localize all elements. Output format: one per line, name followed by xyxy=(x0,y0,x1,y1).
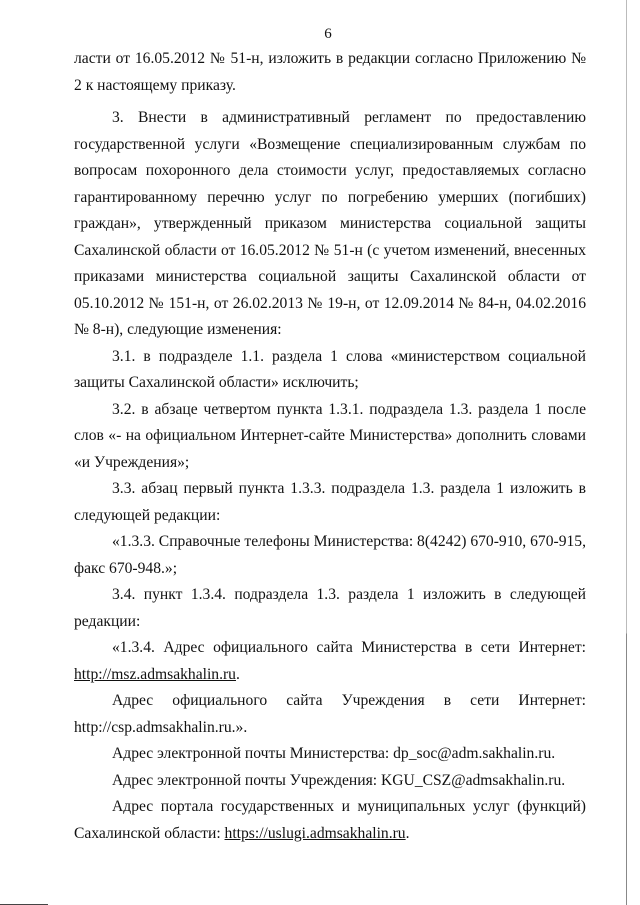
paragraph-item-3-4: 3.4. пункт 1.3.4. подраздела 1.3. раздела 1 изложить в следующей редакции: xyxy=(74,586,586,630)
portal-link[interactable]: https://uslugi.admsakhalin.ru xyxy=(224,824,406,842)
ministry-site-end: . xyxy=(235,665,240,683)
institution-site-label: Адрес официального сайта Учреждения в сети Интернет: xyxy=(112,692,586,709)
institution-site-url: http://csp.admsakhalin.ru.». xyxy=(74,718,248,736)
paragraph-institution-site xyxy=(74,688,586,741)
paragraph-ministry-site xyxy=(74,635,586,688)
portal-end: . xyxy=(405,824,410,842)
page-number: 6 xyxy=(324,26,332,42)
scan-edge-line xyxy=(626,0,627,905)
paragraph-continuation: ласти от 16.05.2012 № 51-н, изложить в редакции согласно Приложению № 2 к настоящему приказу. xyxy=(74,50,586,94)
paragraph-institution-email: Адрес электронной почты Учреждения: KGU_CSZ@admsakhalin.ru. xyxy=(112,771,566,789)
ministry-site-link[interactable]: http://msz.admsakhalin.ru xyxy=(74,665,236,683)
paragraph-item-3: 3. Внести в административный регламент по предоставлению государственной услуги «Возмещение специализированным службам по вопросам похоронного дела стоимости услуг, предоставляемых согласно гарантированному перечню услуг по погребению умерших (погибших) граждан», утвержденный приказом министерства социальной защиты Сахалинской области от 16.05.2012 № 51-н (с учетом изменений, внесенных приказами министерства социальной защиты Сахалинской области от 05.10.2012 № 151-н, от 26.02.2013 № 19-н, от 12.09.2014 № 84-н, 04.02.2016 № 8-н), следующие изменения: xyxy=(74,109,586,338)
paragraph-ministry-email: Адрес электронной почты Министерства: dp_soc@adm.sakhalin.ru. xyxy=(112,745,556,762)
paragraph-item-3-1: 3.1. в подразделе 1.1. раздела 1 слова «министерством социальной защиты Сахалинской области» исключить; xyxy=(74,347,586,391)
paragraph-phone-numbers: «1.3.3. Справочные телефоны Министерства: 8(4242) 670-910, 670-915, факс 670-948.»; xyxy=(74,533,586,577)
portal-label: Адрес портала государственных и муниципальных услуг (функций) Сахалинской области: xyxy=(74,798,586,842)
paragraph-item-3-2: 3.2. в абзаце четвертом пункта 1.3.1. подраздела 1.3. раздела 1 после слов «- на официальном Интернет-сайте Министерства» дополнить словами «и Учреждения»; xyxy=(74,400,586,471)
ministry-site-label: «1.3.4. Адрес официального сайта Министерства в сети Интернет: xyxy=(112,639,586,656)
document-body xyxy=(74,46,586,847)
paragraph-item-3-3: 3.3. абзац первый пункта 1.3.3. подраздела 1.3. раздела 1 изложить в следующей редакции: xyxy=(74,480,586,524)
paragraph-portal xyxy=(74,794,586,847)
